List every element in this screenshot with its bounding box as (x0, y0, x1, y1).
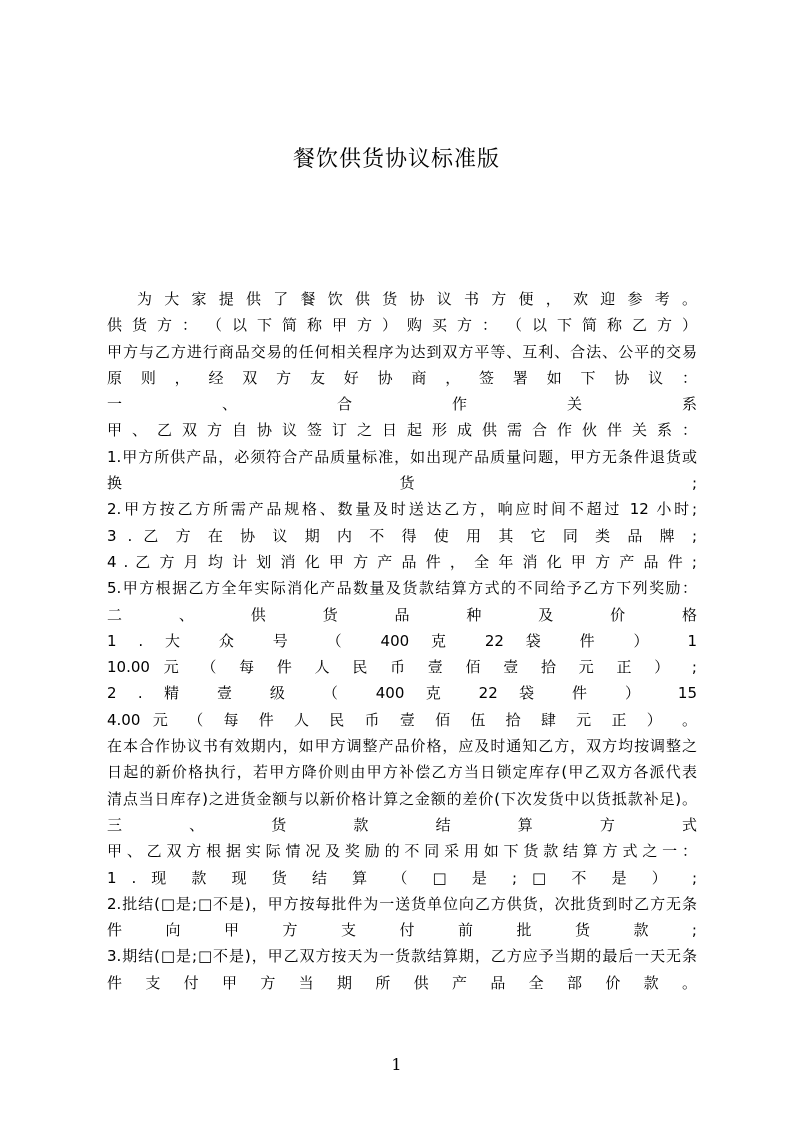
text-line: 4.00 元 （ 每 件 人 民 币 壹 佰 伍 拾 肆 元 正 ） 。 (107, 710, 697, 729)
text-line: 1.甲方所供产品，必须符合产品质量标准，如出现产品质量问题，甲方无条件退货或 (107, 447, 697, 466)
text-line: 在本合作协议书有效期内，如甲方调整产品价格，应及时通知乙方，双方均按调整之 (107, 737, 697, 756)
text-line: 5.甲方根据乙方全年实际消化产品数量及货款结算方式的不同给予乙方下列奖励： (107, 579, 697, 598)
text-line: 供 货 方 ： （ 以 下 简 称 甲 方 ） 购 买 方 ： （ 以 下 简 称 乙 方 ） (107, 316, 697, 335)
section-heading-1: 一 、 合 作 关 系 (107, 395, 697, 414)
page-number: 1 (391, 1055, 402, 1074)
text-line: 2 . 精 壹 级 （ 400 克 22 袋 件 ） 15 (107, 684, 697, 703)
section-heading-3: 三 、 货 款 结 算 方 式 (107, 815, 697, 834)
section-heading-2: 二 、 供 货 品 种 及 价 格 (107, 605, 697, 624)
text-line: 3 . 乙 方 在 协 议 期 内 不 得 使 用 其 它 同 类 品 牌 ; (107, 526, 697, 545)
text-line: 4 . 乙 方 月 均 计 划 消 化 甲 方 产 品 件 ， 全 年 消 化 甲 方 产 品 件 ; (107, 552, 697, 571)
text-line: 10.00 元 （ 每 件 人 民 币 壹 佰 壹 拾 元 正 ） ; (107, 658, 697, 677)
text-line: 清点当日库存)之进货金额与以新价格计算之金额的差价(下次发货中以货抵款补足)。 (107, 789, 697, 808)
document-title: 餐饮供货协议标准版 (292, 147, 500, 172)
text-line: 日起的新价格执行，若甲方降价则由甲方补偿乙方当日锁定库存(甲乙双方各派代表 (107, 763, 697, 782)
text-line: 件 支 付 甲 方 当 期 所 供 产 品 全 部 价 款 。 (107, 973, 697, 992)
text-line: 甲方与乙方进行商品交易的任何相关程序为达到双方平等、互利、合法、公平的交易 (107, 342, 697, 361)
text-line: 换 货 ; (107, 474, 697, 493)
text-line: 1 . 大 众 号 （ 400 克 22 袋 件 ） 1 (107, 631, 697, 650)
text-line: 3.期结(□是;□不是)，甲乙双方按天为一货款结算期，乙方应予当期的最后一天无条 (107, 947, 697, 966)
text-line: 甲 、 乙 双 方 根 据 实 际 情 况 及 奖 励 的 不 同 采 用 如 下 货 款 结 算 方 式 之 一 ： (107, 842, 697, 861)
text-line: 甲 、 乙 双 方 自 协 议 签 订 之 日 起 形 成 供 需 合 作 伙 伴 关 系 ： (107, 421, 697, 440)
text-line: 原 则 ， 经 双 方 友 好 协 商 ， 签 署 如 下 协 议 ： (107, 368, 697, 387)
text-line: 1 . 现 款 现 货 结 算 （ □ 是 ; □ 不 是 ） ; (107, 868, 697, 887)
text-line: 为 大 家 提 供 了 餐 饮 供 货 协 议 书 方 便 ， 欢 迎 参 考 。 (137, 290, 697, 308)
text-line: 2.批结(□是;□不是)，甲方按每批件为一送货单位向乙方供货，次批货到时乙方无条 (107, 894, 697, 913)
text-line: 件 向 甲 方 支 付 前 批 货 款 ; (107, 921, 697, 940)
document-body (107, 286, 697, 996)
text-line: 2.甲方按乙方所需产品规格、数量及时送达乙方，响应时间不超过 12 小时; (107, 500, 697, 519)
